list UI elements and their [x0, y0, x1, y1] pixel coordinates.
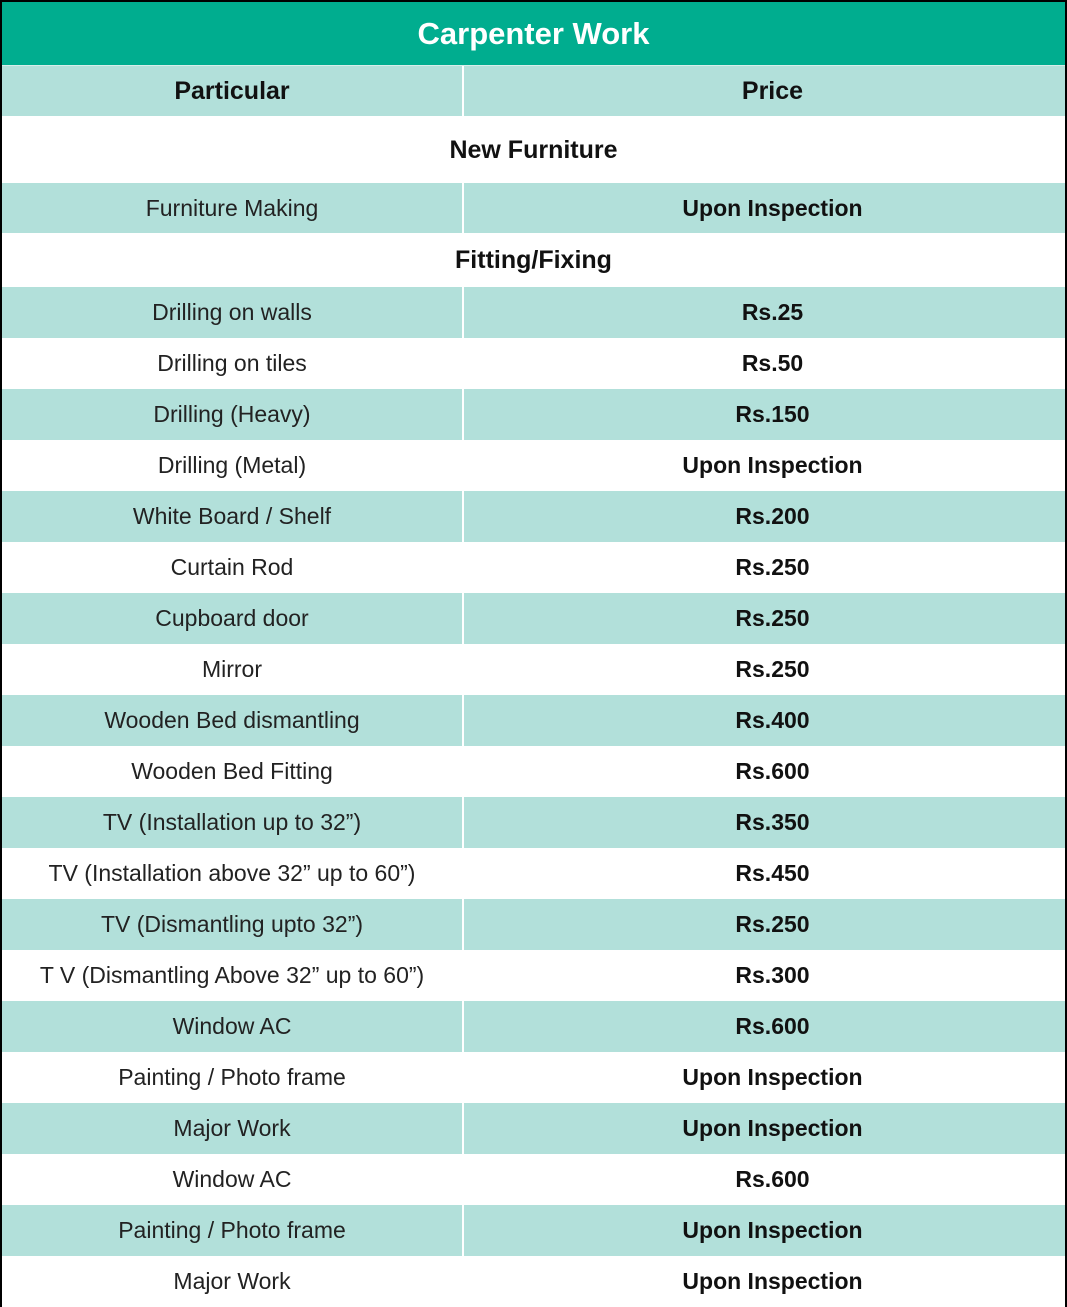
- price-cell: Rs.150: [735, 401, 810, 427]
- particular-header: Particular: [2, 66, 464, 116]
- price-cell: Upon Inspection: [682, 1268, 863, 1294]
- particular-cell: Major Work: [2, 1103, 464, 1154]
- table-row: [2, 183, 1065, 233]
- particular-cell: TV (Installation up to 32”): [2, 797, 464, 848]
- table-row: [2, 1052, 1065, 1103]
- table-row: [2, 746, 1065, 797]
- table-row: [2, 950, 1065, 1001]
- price-cell: Rs.600: [735, 1013, 810, 1039]
- table-row: [2, 542, 1065, 593]
- price-cell: Upon Inspection: [682, 194, 863, 221]
- price-cell: Rs.250: [735, 656, 810, 682]
- price-cell: Rs.250: [735, 911, 810, 937]
- table-title: Carpenter Work: [2, 2, 1065, 66]
- price-cell: Rs.250: [735, 554, 810, 580]
- price-cell: Rs.600: [735, 758, 810, 784]
- particular-cell: Painting / Photo frame: [2, 1052, 464, 1103]
- table-row: [2, 848, 1065, 899]
- table-row: [2, 899, 1065, 950]
- table-row: [2, 644, 1065, 695]
- particular-cell: Window AC: [2, 1001, 464, 1052]
- table-row: [2, 593, 1065, 644]
- table-row: [2, 797, 1065, 848]
- table-row: [2, 338, 1065, 389]
- table-row: [2, 1103, 1065, 1154]
- table-row: [2, 287, 1065, 338]
- table-row: [2, 695, 1065, 746]
- particular-cell: Furniture Making: [2, 183, 464, 233]
- section-new-furniture: New Furniture: [2, 117, 1065, 183]
- price-cell: Upon Inspection: [682, 1115, 863, 1141]
- price-cell: Rs.25: [741, 299, 804, 325]
- price-cell: Rs.300: [735, 962, 810, 988]
- particular-cell: T V (Dismantling Above 32” up to 60”): [2, 950, 464, 1001]
- particular-cell: Drilling on tiles: [2, 338, 464, 389]
- table-row: [2, 1154, 1065, 1205]
- table-row: [2, 1205, 1065, 1256]
- particular-cell: Cupboard door: [2, 593, 464, 644]
- particular-cell: Mirror: [2, 644, 464, 695]
- price-cell: Rs.250: [735, 605, 810, 631]
- table-row: [2, 1001, 1065, 1052]
- particular-cell: Painting / Photo frame: [2, 1205, 464, 1256]
- table-row: [2, 491, 1065, 542]
- price-cell: Rs.400: [735, 707, 810, 733]
- particular-cell: Curtain Rod: [2, 542, 464, 593]
- particular-cell: Drilling (Heavy): [2, 389, 464, 440]
- price-cell: Rs.350: [735, 809, 810, 835]
- section-fitting-fixing: Fitting/Fixing: [2, 233, 1065, 287]
- price-cell: Upon Inspection: [682, 1064, 863, 1090]
- price-cell: Upon Inspection: [682, 452, 863, 478]
- price-cell: Rs.600: [735, 1166, 810, 1192]
- price-header: Price: [741, 76, 804, 105]
- particular-cell: White Board / Shelf: [2, 491, 464, 542]
- column-header-row: [2, 66, 1065, 117]
- table-row: [2, 389, 1065, 440]
- price-cell: Rs.200: [735, 503, 810, 529]
- price-cell: Rs.450: [735, 860, 810, 886]
- particular-cell: Major Work: [2, 1256, 464, 1307]
- particular-cell: Wooden Bed Fitting: [2, 746, 464, 797]
- particular-cell: Window AC: [2, 1154, 464, 1205]
- particular-cell: Drilling on walls: [2, 287, 464, 338]
- particular-cell: Wooden Bed dismantling: [2, 695, 464, 746]
- particular-cell: TV (Dismantling upto 32”): [2, 899, 464, 950]
- price-cell: Rs.50: [741, 350, 804, 376]
- table-row: [2, 1256, 1065, 1307]
- price-cell: Upon Inspection: [682, 1217, 863, 1243]
- particular-cell: TV (Installation above 32” up to 60”): [2, 848, 464, 899]
- fitting-rows: [2, 287, 1065, 1307]
- particular-cell: Drilling (Metal): [2, 440, 464, 491]
- table-row: [2, 440, 1065, 491]
